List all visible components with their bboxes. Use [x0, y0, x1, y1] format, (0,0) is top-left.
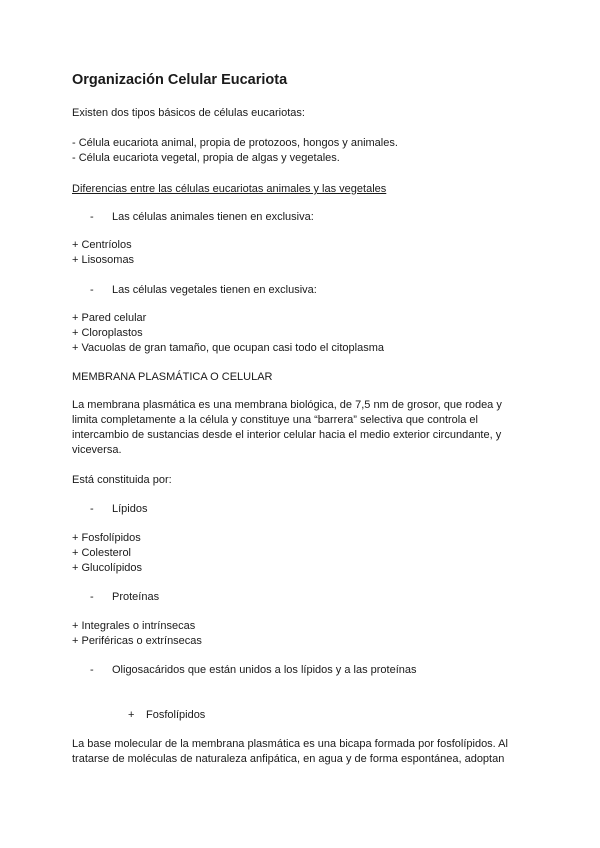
list-item: + Glucolípidos	[72, 562, 143, 574]
bullet-dash: -	[90, 503, 94, 515]
lipids-label: Lípidos	[112, 503, 148, 515]
intro-text: Existen dos tipos básicos de células eucariotas:	[72, 107, 305, 119]
proteins-label: Proteínas	[112, 591, 160, 603]
list-item: + Pared celular	[72, 312, 147, 324]
list-item: + Colesterol	[72, 547, 132, 559]
list-item: + Lisosomas	[72, 254, 135, 266]
vegetal-exclusive-intro: Las células vegetales tienen en exclusiva:	[112, 284, 317, 296]
bullet-dash: -	[90, 591, 94, 603]
list-item: + Integrales o intrínsecas	[72, 620, 196, 632]
membrane-paragraph-line: La membrana plasmática es una membrana biológica, de 7,5 nm de grosor, que rodea y	[72, 399, 502, 411]
final-paragraph-line: tratarse de moléculas de naturaleza anfipática, en agua y de forma espontánea, adoptan	[72, 753, 505, 765]
bullet-dash: -	[90, 664, 94, 676]
list-item: + Centríolos	[72, 239, 132, 251]
differences-heading: Diferencias entre las células eucariotas animales y las vegetales	[72, 183, 387, 195]
bullet-dash: -	[90, 211, 94, 223]
membrane-paragraph-line: viceversa.	[72, 444, 122, 456]
oligosaccharides-label: Oligosacáridos que están unidos a los lípidos y a las proteínas	[112, 664, 417, 676]
type-vegetal: - Célula eucariota vegetal, propia de algas y vegetales.	[72, 152, 340, 164]
list-item: + Fosfolípidos	[72, 532, 141, 544]
list-item: + Periféricas o extrínsecas	[72, 635, 202, 647]
animal-exclusive-intro: Las células animales tienen en exclusiva:	[112, 211, 314, 223]
constituted-text: Está constituida por:	[72, 474, 172, 486]
list-item: + Cloroplastos	[72, 327, 143, 339]
bullet-dash: -	[90, 284, 94, 296]
membrane-heading: MEMBRANA PLASMÁTICA O CELULAR	[72, 371, 273, 383]
membrane-paragraph-line: limita completamente a la célula y constituye una “barrera” selectiva que controla el	[72, 414, 478, 426]
type-animal: - Célula eucariota animal, propia de protozoos, hongos y animales.	[72, 137, 398, 149]
document-title: Organización Celular Eucariota	[72, 72, 288, 88]
final-paragraph-line: La base molecular de la membrana plasmática es una bicapa formada por fosfolípidos. Al	[72, 738, 508, 750]
list-item: + Vacuolas de gran tamaño, que ocupan casi todo el citoplasma	[72, 342, 384, 354]
bullet-plus: +	[128, 709, 135, 721]
phospholipids-subheading: Fosfolípidos	[146, 709, 206, 721]
membrane-paragraph-line: intercambio de sustancias desde el interior celular hacia el medio exterior circundante, y	[72, 429, 502, 441]
